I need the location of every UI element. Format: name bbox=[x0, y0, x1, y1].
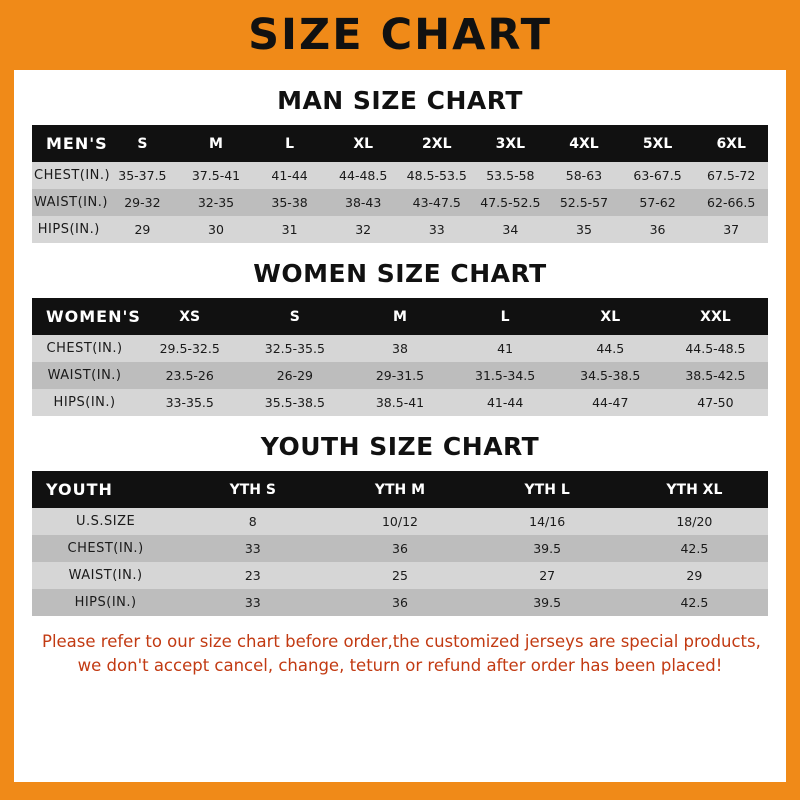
women-size-table bbox=[32, 298, 768, 416]
men-chest-s: 35-37.5 bbox=[106, 162, 180, 189]
men-chest-2xl: 48.5-53.5 bbox=[400, 162, 474, 189]
women-waist-xxl: 38.5-42.5 bbox=[663, 362, 768, 389]
men-waist-6xl: 62-66.5 bbox=[694, 189, 768, 216]
women-hips-xs: 33-35.5 bbox=[137, 389, 242, 416]
men-col-5xl: 5XL bbox=[621, 125, 695, 162]
men-waist-m: 32-35 bbox=[179, 189, 253, 216]
women-chest-s: 32.5-35.5 bbox=[242, 335, 347, 362]
men-waist-4xl: 52.5-57 bbox=[547, 189, 621, 216]
men-chest-3xl: 53.5-58 bbox=[474, 162, 548, 189]
footer-note bbox=[42, 630, 761, 678]
men-col-6xl: 6XL bbox=[694, 125, 768, 162]
women-hips-l: 41-44 bbox=[453, 389, 558, 416]
youth-table-header bbox=[32, 471, 768, 508]
women-row-label-waist: WAIST(IN.) bbox=[32, 362, 137, 389]
table-row bbox=[32, 589, 768, 616]
men-waist-xl: 38-43 bbox=[326, 189, 400, 216]
table-row bbox=[32, 335, 768, 362]
women-table-header bbox=[32, 298, 768, 335]
men-col-m: M bbox=[179, 125, 253, 162]
women-col-xs: XS bbox=[137, 298, 242, 335]
youth-hips-l: 39.5 bbox=[474, 589, 621, 616]
youth-waist-xl: 29 bbox=[621, 562, 768, 589]
table-row bbox=[32, 189, 768, 216]
men-hips-3xl: 34 bbox=[474, 216, 548, 243]
men-col-xl: XL bbox=[326, 125, 400, 162]
men-waist-5xl: 57-62 bbox=[621, 189, 695, 216]
men-chest-4xl: 58-63 bbox=[547, 162, 621, 189]
youth-table-corner: YOUTH bbox=[32, 471, 179, 508]
men-table-body bbox=[32, 162, 768, 243]
men-hips-l: 31 bbox=[253, 216, 327, 243]
youth-row-label-waist: WAIST(IN.) bbox=[32, 562, 179, 589]
table-row bbox=[32, 216, 768, 243]
women-row-label-hips: HIPS(IN.) bbox=[32, 389, 137, 416]
women-waist-m: 29-31.5 bbox=[347, 362, 452, 389]
youth-row-label-chest: CHEST(IN.) bbox=[32, 535, 179, 562]
men-row-label-chest: CHEST(IN.) bbox=[32, 162, 106, 189]
table-header-row bbox=[32, 298, 768, 335]
men-hips-4xl: 35 bbox=[547, 216, 621, 243]
youth-col-l: YTH L bbox=[474, 471, 621, 508]
table-row bbox=[32, 362, 768, 389]
women-waist-xs: 23.5-26 bbox=[137, 362, 242, 389]
youth-col-xl: YTH XL bbox=[621, 471, 768, 508]
youth-waist-m: 25 bbox=[326, 562, 473, 589]
men-waist-l: 35-38 bbox=[253, 189, 327, 216]
men-chest-5xl: 63-67.5 bbox=[621, 162, 695, 189]
youth-size-table bbox=[32, 471, 768, 616]
youth-col-s: YTH S bbox=[179, 471, 326, 508]
women-col-m: M bbox=[347, 298, 452, 335]
section-title-youth: YOUTH SIZE CHART bbox=[260, 432, 540, 461]
youth-ussize-xl: 18/20 bbox=[621, 508, 768, 535]
men-waist-3xl: 47.5-52.5 bbox=[474, 189, 548, 216]
men-col-s: S bbox=[106, 125, 180, 162]
women-chest-xxl: 44.5-48.5 bbox=[663, 335, 768, 362]
youth-hips-xl: 42.5 bbox=[621, 589, 768, 616]
women-waist-l: 31.5-34.5 bbox=[453, 362, 558, 389]
men-row-label-hips: HIPS(IN.) bbox=[32, 216, 106, 243]
section-title-women: WOMEN SIZE CHART bbox=[253, 259, 547, 288]
table-row bbox=[32, 162, 768, 189]
youth-waist-s: 23 bbox=[179, 562, 326, 589]
youth-chest-m: 36 bbox=[326, 535, 473, 562]
youth-ussize-s: 8 bbox=[179, 508, 326, 535]
section-title-men: MAN SIZE CHART bbox=[277, 86, 523, 115]
youth-row-label-ussize: U.S.SIZE bbox=[32, 508, 179, 535]
women-waist-s: 26-29 bbox=[242, 362, 347, 389]
women-hips-xxl: 47-50 bbox=[663, 389, 768, 416]
table-header-row bbox=[32, 125, 768, 162]
women-col-s: S bbox=[242, 298, 347, 335]
youth-chest-s: 33 bbox=[179, 535, 326, 562]
men-col-2xl: 2XL bbox=[400, 125, 474, 162]
table-row bbox=[32, 508, 768, 535]
footer-note-line1: Please refer to our size chart before order,the customized jerseys are special products, bbox=[42, 632, 761, 651]
women-chest-m: 38 bbox=[347, 335, 452, 362]
youth-hips-m: 36 bbox=[326, 589, 473, 616]
men-row-label-waist: WAIST(IN.) bbox=[32, 189, 106, 216]
men-col-l: L bbox=[253, 125, 327, 162]
table-row bbox=[32, 562, 768, 589]
women-chest-l: 41 bbox=[453, 335, 558, 362]
footer-note-line2: we don't accept cancel, change, teturn or refund after order has been placed! bbox=[77, 655, 723, 675]
table-row bbox=[32, 389, 768, 416]
men-size-table bbox=[32, 125, 768, 243]
youth-waist-l: 27 bbox=[474, 562, 621, 589]
table-header-row bbox=[32, 471, 768, 508]
women-chest-xs: 29.5-32.5 bbox=[137, 335, 242, 362]
men-col-4xl: 4XL bbox=[547, 125, 621, 162]
youth-row-label-hips: HIPS(IN.) bbox=[32, 589, 179, 616]
men-chest-m: 37.5-41 bbox=[179, 162, 253, 189]
women-chest-xl: 44.5 bbox=[558, 335, 663, 362]
table-row bbox=[32, 535, 768, 562]
youth-chest-l: 39.5 bbox=[474, 535, 621, 562]
women-row-label-chest: CHEST(IN.) bbox=[32, 335, 137, 362]
content-area bbox=[14, 86, 786, 678]
men-waist-2xl: 43-47.5 bbox=[400, 189, 474, 216]
women-col-xxl: XXL bbox=[663, 298, 768, 335]
women-col-xl: XL bbox=[558, 298, 663, 335]
women-col-l: L bbox=[453, 298, 558, 335]
men-col-3xl: 3XL bbox=[474, 125, 548, 162]
men-waist-s: 29-32 bbox=[106, 189, 180, 216]
women-table-body bbox=[32, 335, 768, 416]
youth-chest-xl: 42.5 bbox=[621, 535, 768, 562]
youth-ussize-m: 10/12 bbox=[326, 508, 473, 535]
bottom-band bbox=[0, 782, 800, 800]
men-hips-6xl: 37 bbox=[694, 216, 768, 243]
youth-ussize-l: 14/16 bbox=[474, 508, 621, 535]
men-hips-5xl: 36 bbox=[621, 216, 695, 243]
men-hips-xl: 32 bbox=[326, 216, 400, 243]
women-hips-m: 38.5-41 bbox=[347, 389, 452, 416]
men-hips-s: 29 bbox=[106, 216, 180, 243]
page-title: SIZE CHART bbox=[248, 10, 552, 60]
men-table-corner: MEN'S bbox=[32, 125, 106, 162]
women-hips-xl: 44-47 bbox=[558, 389, 663, 416]
men-hips-m: 30 bbox=[179, 216, 253, 243]
women-waist-xl: 34.5-38.5 bbox=[558, 362, 663, 389]
men-hips-2xl: 33 bbox=[400, 216, 474, 243]
women-table-corner: WOMEN'S bbox=[32, 298, 137, 335]
header-band bbox=[0, 0, 800, 70]
men-chest-l: 41-44 bbox=[253, 162, 327, 189]
men-table-header bbox=[32, 125, 768, 162]
women-hips-s: 35.5-38.5 bbox=[242, 389, 347, 416]
men-chest-xl: 44-48.5 bbox=[326, 162, 400, 189]
youth-col-m: YTH M bbox=[326, 471, 473, 508]
youth-table-body bbox=[32, 508, 768, 616]
men-chest-6xl: 67.5-72 bbox=[694, 162, 768, 189]
youth-hips-s: 33 bbox=[179, 589, 326, 616]
